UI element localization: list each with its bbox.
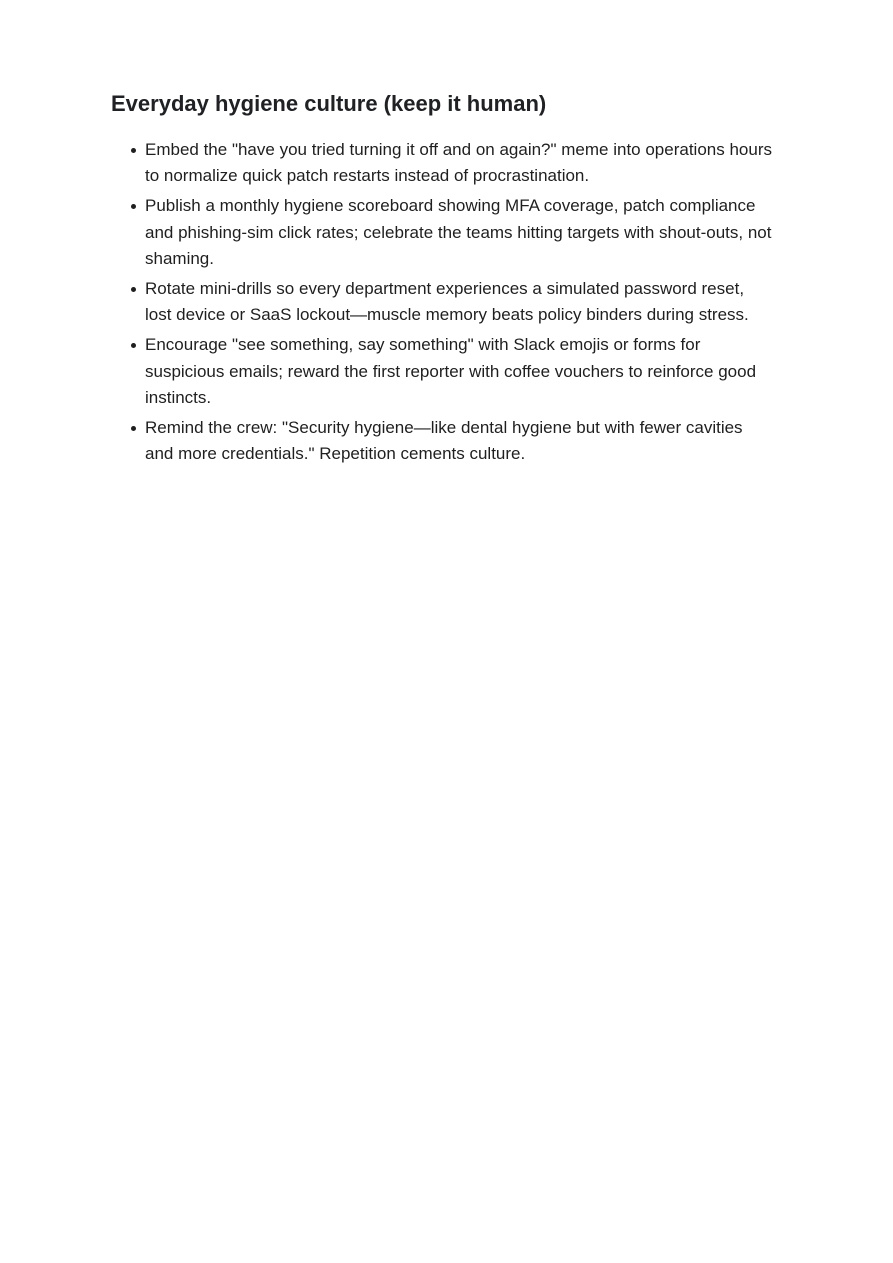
list-item: Remind the crew: "Security hygiene—like dental hygiene but with fewer cavities and more credentials." Repetition cements culture. [145, 415, 781, 467]
bullet-list [111, 137, 781, 467]
document-page [111, 88, 781, 471]
section-heading: Everyday hygiene culture (keep it human) [111, 91, 547, 116]
list-item: Encourage "see something, say something" with Slack emojis or forms for suspicious emails; reward the first reporter with coffee vouchers to reinforce good instincts. [145, 332, 781, 411]
list-item: Rotate mini-drills so every department experiences a simulated password reset, lost device or SaaS lockout—muscle memory beats policy binders during stress. [145, 276, 781, 328]
list-item: Publish a monthly hygiene scoreboard showing MFA coverage, patch compliance and phishing-sim click rates; celebrate the teams hitting targets with shout-outs, not shaming. [145, 193, 781, 272]
list-item: Embed the "have you tried turning it off and on again?" meme into operations hours to normalize quick patch restarts instead of procrastination. [145, 137, 781, 189]
